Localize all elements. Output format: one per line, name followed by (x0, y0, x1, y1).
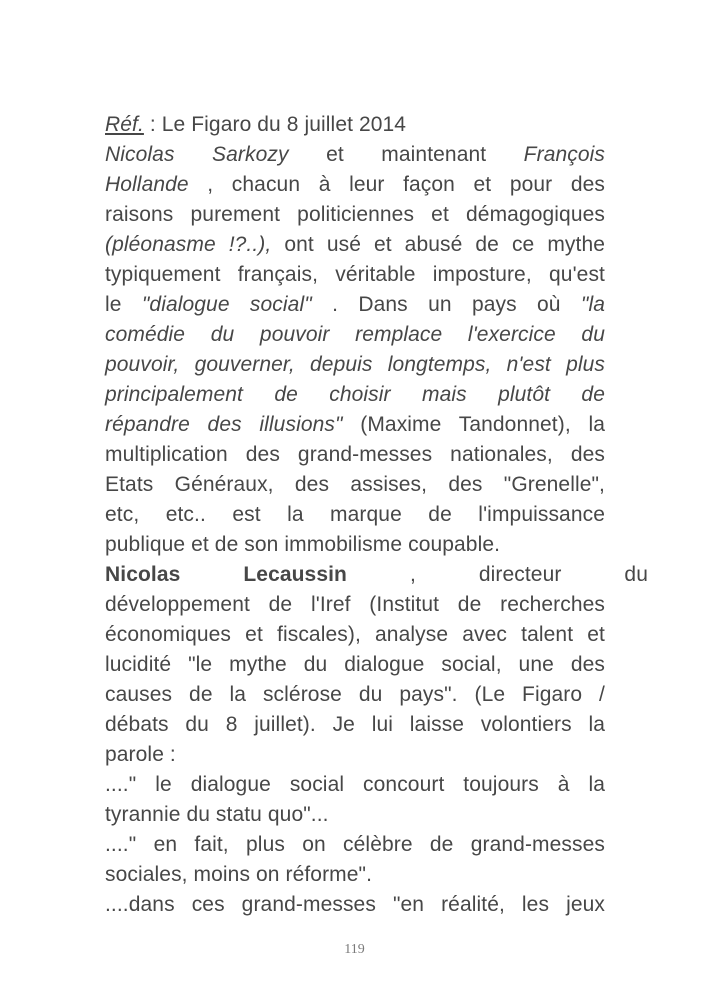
text-segment: ...." le dialogue social concourt toujours à la (105, 773, 605, 796)
text-segment: ont usé et abusé de ce mythe (271, 233, 606, 256)
text-segment: (Maxime Tandonnet), la (342, 413, 605, 436)
text-line (105, 380, 605, 410)
text-segment: principalement de choisir mais plutôt de (105, 383, 605, 406)
text-segment: sociales, moins on réforme". (105, 863, 373, 886)
text-line (105, 650, 605, 680)
text-line (105, 470, 605, 500)
page-number: 119 (344, 942, 365, 957)
text-segment: (pléonasme !?..), (105, 233, 272, 256)
text-line (105, 230, 605, 260)
text-segment: etc, etc.. est la marque de l'impuissance (105, 503, 605, 526)
text-segment: Réf. (105, 113, 144, 136)
text-segment: . Dans un pays où (311, 293, 581, 316)
text-segment: lucidité "le mythe du dialogue social, une des (105, 653, 605, 676)
text-line (105, 500, 605, 530)
text-segment: Nicolas Lecaussin (105, 563, 347, 586)
text-line (105, 590, 605, 620)
text-segment: pouvoir, gouverner, depuis longtemps, n'est plus (105, 353, 605, 376)
text-line (105, 200, 605, 230)
text-line (105, 530, 605, 560)
text-segment: "la (580, 293, 605, 316)
text-line (105, 170, 605, 200)
text-segment: Nicolas Sarkozy (105, 143, 289, 166)
text-segment: économiques et fiscales), analyse avec talent et (105, 623, 605, 646)
text-segment: , chacun à leur façon et pour des (188, 173, 605, 196)
text-segment: répandre des illusions" (105, 413, 343, 436)
text-line (105, 860, 605, 890)
text-segment: Etats Généraux, des assises, des "Grenelle", (105, 473, 605, 496)
text-segment: François (523, 143, 605, 166)
text-line (105, 560, 648, 590)
text-segment: développement de l'Iref (Institut de recherches (105, 593, 605, 616)
text-line (105, 740, 605, 770)
text-segment: causes de la sclérose du pays". (Le Figaro / (105, 683, 605, 706)
text-line (105, 440, 605, 470)
text-segment: publique et de son immobilisme coupable. (105, 533, 501, 556)
text-line (105, 830, 605, 860)
text-segment: , directeur du (346, 563, 648, 586)
text-line (105, 770, 605, 800)
text-segment: ...." en fait, plus on célèbre de grand-messes (105, 833, 605, 856)
document-body (105, 110, 648, 920)
text-line (105, 890, 605, 920)
text-line (105, 800, 605, 830)
text-line (105, 140, 605, 170)
text-segment: raisons purement politiciennes et démagogiques (105, 203, 605, 226)
text-segment: et maintenant (288, 143, 524, 166)
text-segment: "dialogue social" (141, 293, 312, 316)
text-segment: multiplication des grand-messes nationales, des (105, 443, 605, 466)
text-line (105, 410, 605, 440)
text-line (105, 290, 605, 320)
text-segment: parole : (105, 743, 176, 766)
text-segment: comédie du pouvoir remplace l'exercice du (105, 323, 605, 346)
text-line (105, 320, 605, 350)
text-segment: le (105, 293, 142, 316)
text-line (105, 680, 605, 710)
text-line (105, 110, 605, 140)
text-line (105, 620, 605, 650)
text-segment: : Le Figaro du 8 juillet 2014 (143, 113, 407, 136)
text-segment: débats du 8 juillet). Je lui laisse volontiers la (105, 713, 605, 736)
text-line (105, 710, 605, 740)
text-segment: ....dans ces grand-messes "en réalité, les jeux (105, 893, 605, 916)
text-line (105, 260, 605, 290)
text-segment: Hollande (105, 173, 189, 196)
text-segment: typiquement français, véritable imposture, qu'est (105, 263, 605, 286)
text-line (105, 350, 605, 380)
text-segment: tyrannie du statu quo"... (105, 803, 329, 826)
